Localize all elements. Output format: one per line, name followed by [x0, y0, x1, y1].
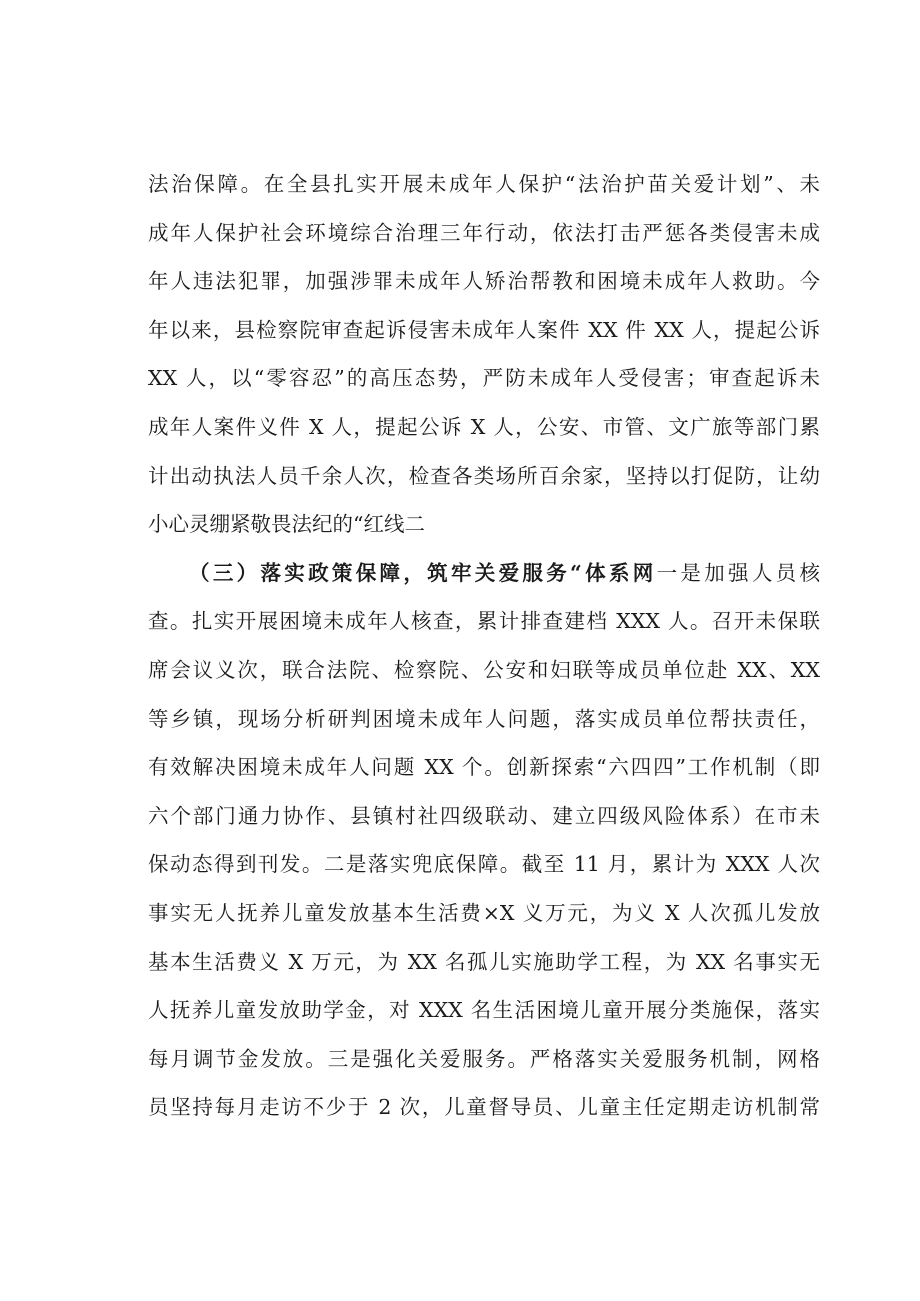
paragraph-policy-guarantee [148, 549, 820, 1132]
text-line: 员坚持每月走访不少于 2 次，儿童督导员、儿童主任定期走访机制常 [148, 1095, 820, 1120]
text-line: 成年人案件义件 X 人，提起公诉 X 人，公安、市管、文广旅等部门累 [148, 414, 820, 439]
text-line: 年人违法犯罪，加强涉罪未成年人矫治帮教和困境未成年人救助。今 [148, 269, 820, 294]
section-heading: （三）落实政策保障，筑牢关爱服务“体系网 [189, 560, 657, 585]
text-line: 基本生活费义 X 万元，为 XX 名孤儿实施助学工程，为 XX 名事实无 [148, 949, 820, 974]
text-line: 人抚养儿童发放助学金，对 XXX 名生活困境儿童开展分类施保，落实 [148, 998, 820, 1023]
text-line: 保动态得到刊发。二是落实兜底保障。截至 11 月，累计为 XXX 人次 [148, 852, 820, 877]
heading-line-rest: 一是加强人员核 [656, 560, 820, 585]
text-line: 席会议义次，联合法院、检察院、公安和妇联等成员单位赴 XX、XX [148, 657, 820, 682]
text-line: 等乡镇，现场分析研判困境未成年人问题，落实成员单位帮扶责任， [148, 706, 820, 731]
text-line: XX 人，以“零容忍”的高压态势，严防未成年人受侵害；审查起诉未 [148, 366, 820, 391]
text-line: 事实无人抚养儿童发放基本生活费×X 义万元，为义 X 人次孤儿发放 [148, 900, 820, 925]
text-line: 成年人保护社会环境综合治理三年行动，依法打击严惩各类侵害未成 [148, 220, 820, 245]
text-line: 每月调节金发放。三是强化关爱服务。严格落实关爱服务机制，网格 [148, 1046, 820, 1071]
document-body [148, 160, 820, 1132]
section-heading-line [148, 549, 820, 598]
text-line: 六个部门通力协作、县镇村社四级联动、建立四级风险体系）在市未 [148, 803, 820, 828]
text-line: 法治保障。在全县扎实开展未成年人保护“法治护苗关爱计划”、未 [148, 172, 820, 196]
paragraph-legal-protection [148, 160, 820, 549]
text-line: 计出动执法人员千余人次，检查各类场所百余家，坚持以打促防，让幼 [148, 463, 820, 488]
text-line: 有效解决困境未成年人问题 XX 个。创新探索“六四四”工作机制（即 [148, 755, 820, 780]
text-line: 小心灵绷紧敬畏法纪的“红线二 [148, 512, 425, 537]
text-line: 年以来，县检察院审查起诉侵害未成年人案件 XX 件 XX 人，提起公诉 [148, 317, 820, 342]
text-line: 查。扎实开展困境未成年人核查，累计排查建档 XXX 人。召开未保联 [148, 609, 820, 634]
